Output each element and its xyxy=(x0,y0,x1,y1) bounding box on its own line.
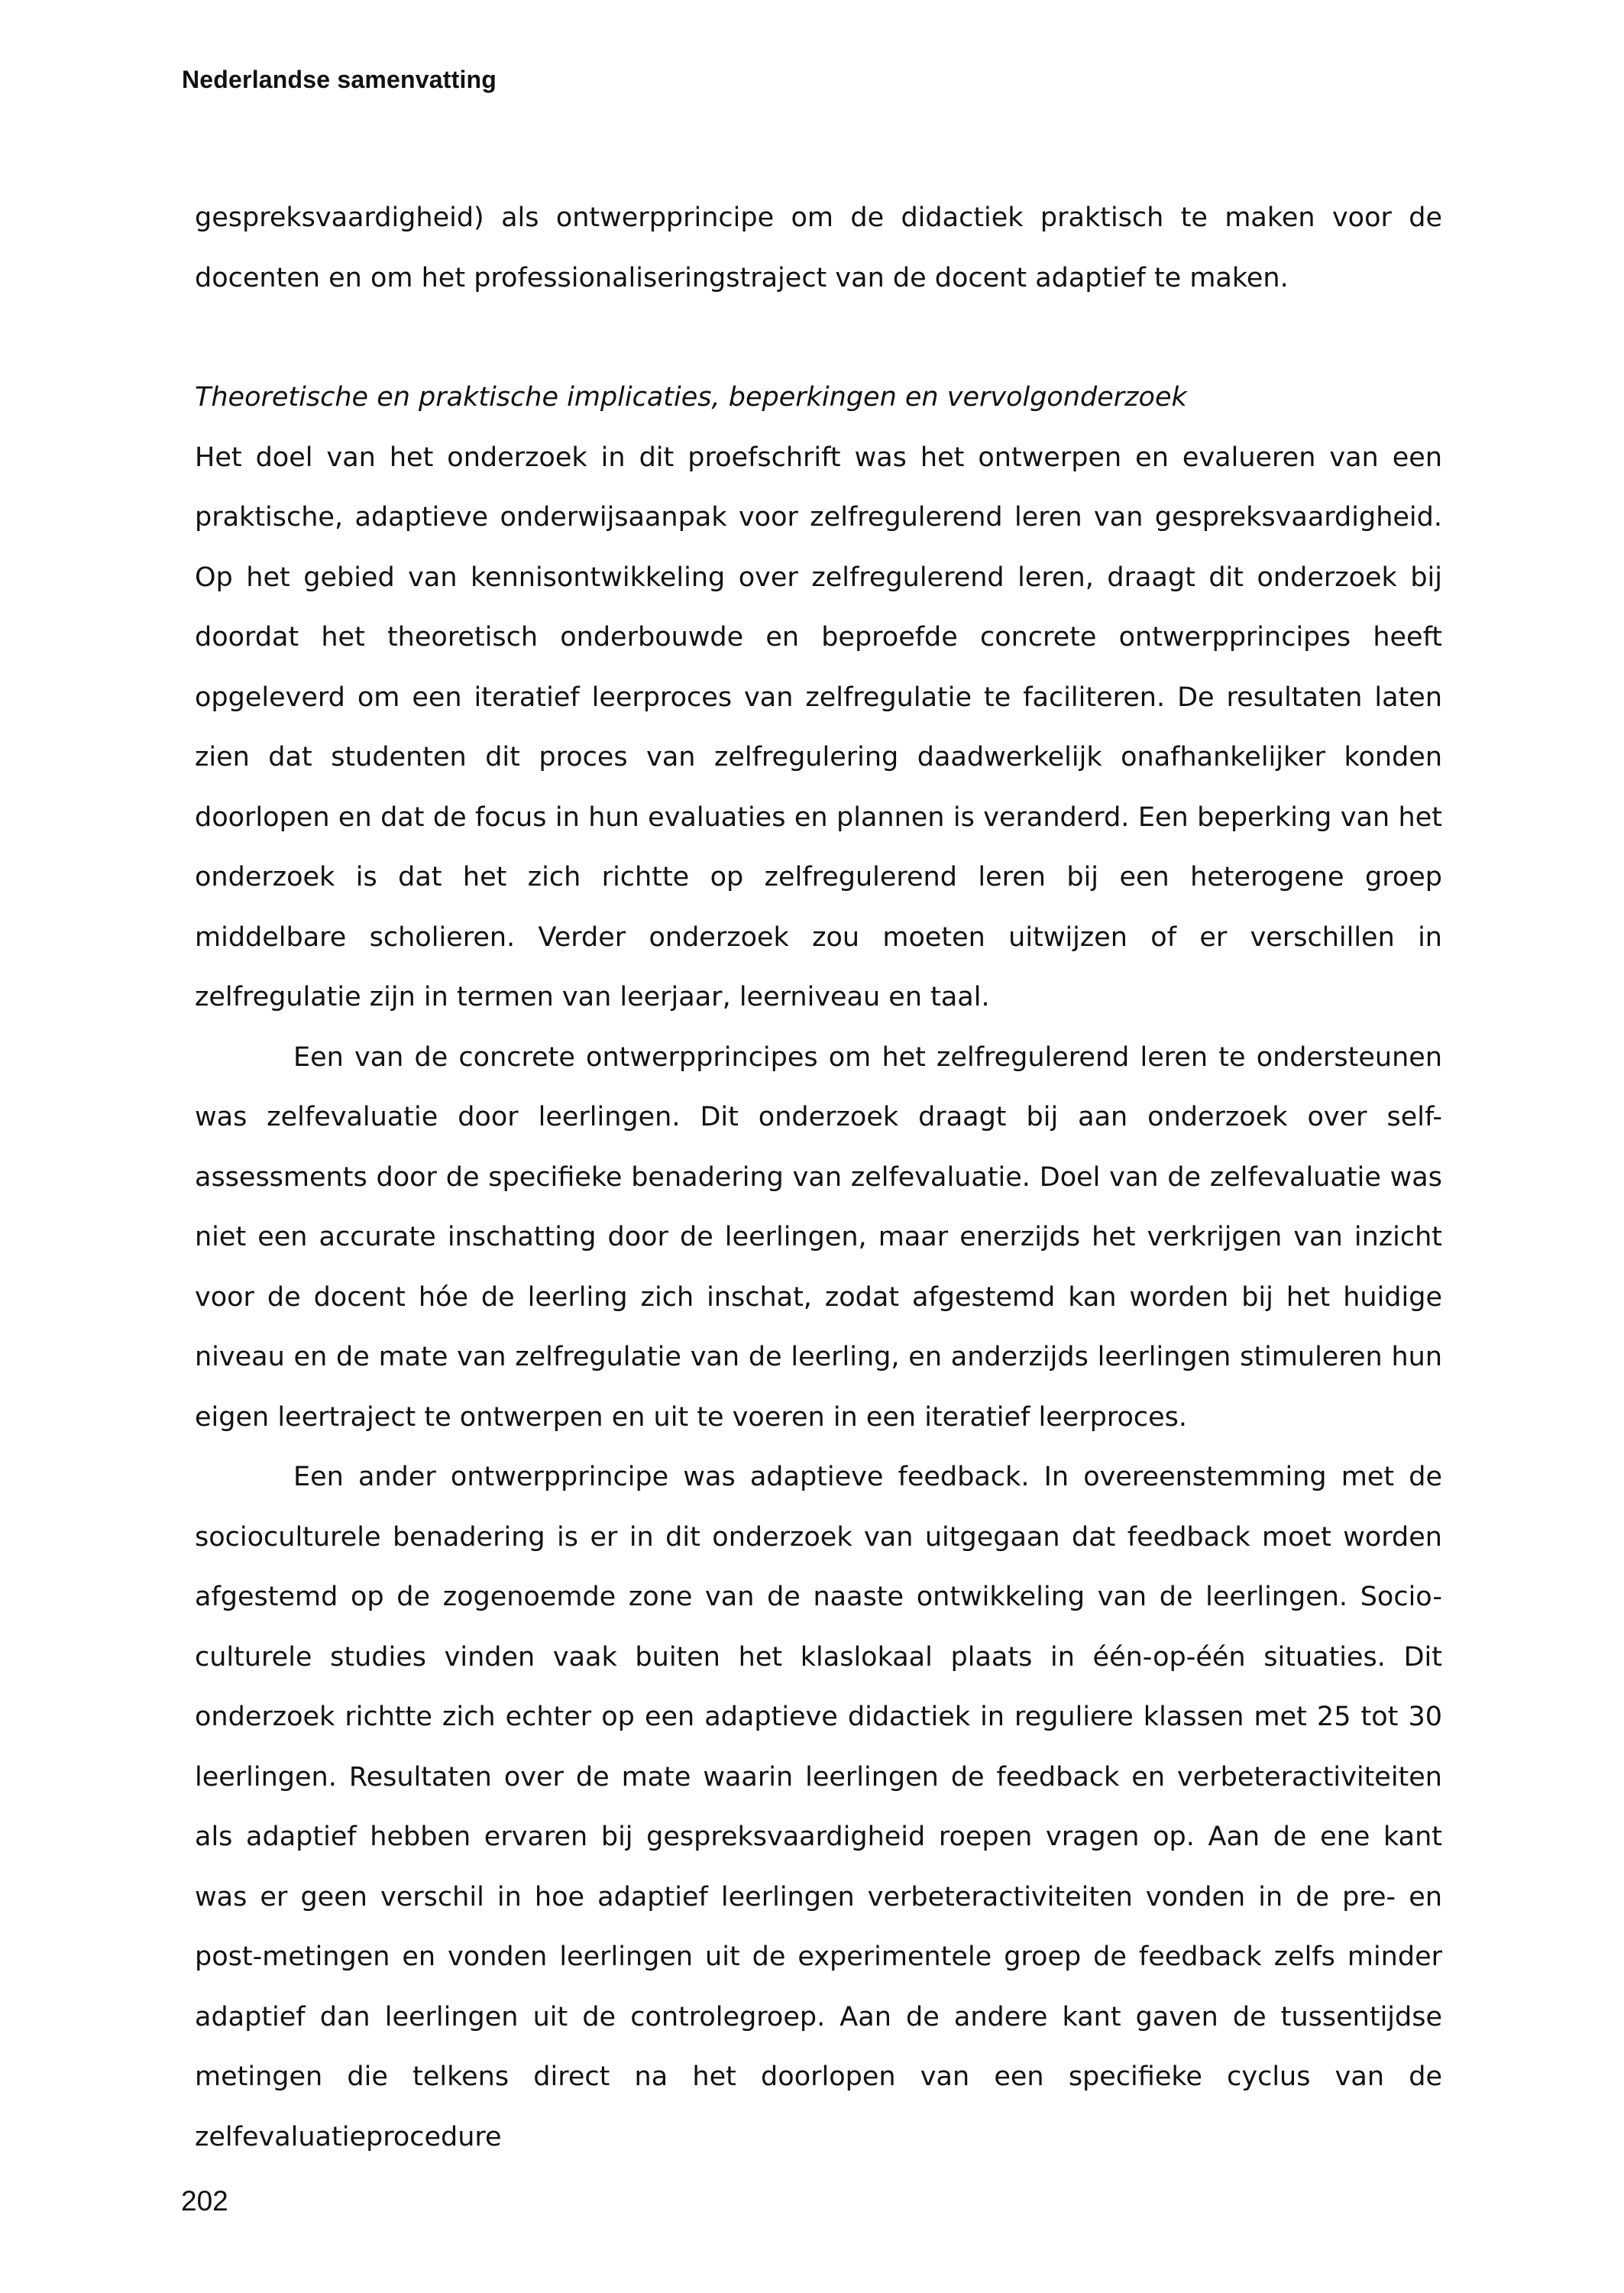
paragraph-1: Het doel van het onderzoek in dit proefschrift was het ontwerpen en evalueren van een praktische, adaptieve onderwijsaanpak voor zelfregulerend leren van gespreksvaardigheid. Op het gebied van kennisontwikkeling over zelfregulerend leren, draagt dit onderzoek bij doordat het theoretisch onderbouwde en beproefde concrete ontwerpprincipes heeft opgeleverd om een iteratief leerproces van zelfregulatie te faciliteren. De resultaten laten zien dat studenten dit proces van zelfregulering daadwerkelijk onafhankelijker konden doorlopen en dat de focus in hun evaluaties en plannen is veranderd. Een beperking van het onderzoek is dat het zich richtte op zelfregulerend leren bij een heterogene groep middelbare scholieren. Verder onderzoek zou moeten uitwijzen of er verschillen in zelfregulatie zijn in termen van leerjaar, leerniveau en taal. xyxy=(195,442,1442,1012)
body-text xyxy=(195,188,1442,2167)
paragraph-gap xyxy=(195,308,1442,368)
section-heading: Theoretische en praktische implicaties, beperkingen en vervolgonderzoek xyxy=(195,382,1187,413)
continuation-paragraph: gespreksvaardigheid) als ontwerpprincipe om de didactiek praktisch te maken voor de docenten en om het professionaliseringstraject van de docent adaptief te maken. xyxy=(195,202,1442,293)
page-number: 202 xyxy=(181,2185,228,2217)
running-header: Nederlandse samenvatting xyxy=(182,66,497,93)
paragraph-2: Een van de concrete ontwerpprincipes om het zelfregulerend leren te ondersteunen was zelfevaluatie door leerlingen. Dit onderzoek draagt bij aan onderzoek over self-assessments door de specifieke benadering van zelfevaluatie. Doel van de zelfevaluatie was niet een accurate inschatting door de leerlingen, maar enerzijds het verkrijgen van inzicht voor de docent hóe de leerling zich inschat, zodat afgestemd kan worden bij het huidige niveau en de mate van zelfregulatie van de leerling, en anderzijds leerlingen stimuleren hun eigen leertraject te ontwerpen en uit te voeren in een iteratief leerproces. xyxy=(195,1041,1442,1433)
paragraph-3: Een ander ontwerpprincipe was adaptieve feedback. In overeenstemming met de socioculturele benadering is er in dit onderzoek van uitgegaan dat feedback moet worden afgestemd op de zogenoemde zone van de naaste ontwikkeling van de leerlingen. Socio-culturele studies vinden vaak buiten het klaslokaal plaats in één-op-één situaties. Dit onderzoek richtte zich echter op een adaptieve didactiek in reguliere klassen met 25 tot 30 leerlingen. Resultaten over de mate waarin leerlingen de feedback en verbeteractiviteiten als adaptief hebben ervaren bij gespreksvaardigheid roepen vragen op. Aan de ene kant was er geen verschil in hoe adaptief leerlingen verbeteractiviteiten vonden in de pre- en post-metingen en vonden leerlingen uit de experimentele groep de feedback zelfs minder adaptief dan leerlingen uit de controlegroep. Aan de andere kant gaven de tussentijdse metingen die telkens direct na het doorlopen van een specifieke cyclus van de zelfevaluatieprocedure xyxy=(195,1462,1442,2152)
